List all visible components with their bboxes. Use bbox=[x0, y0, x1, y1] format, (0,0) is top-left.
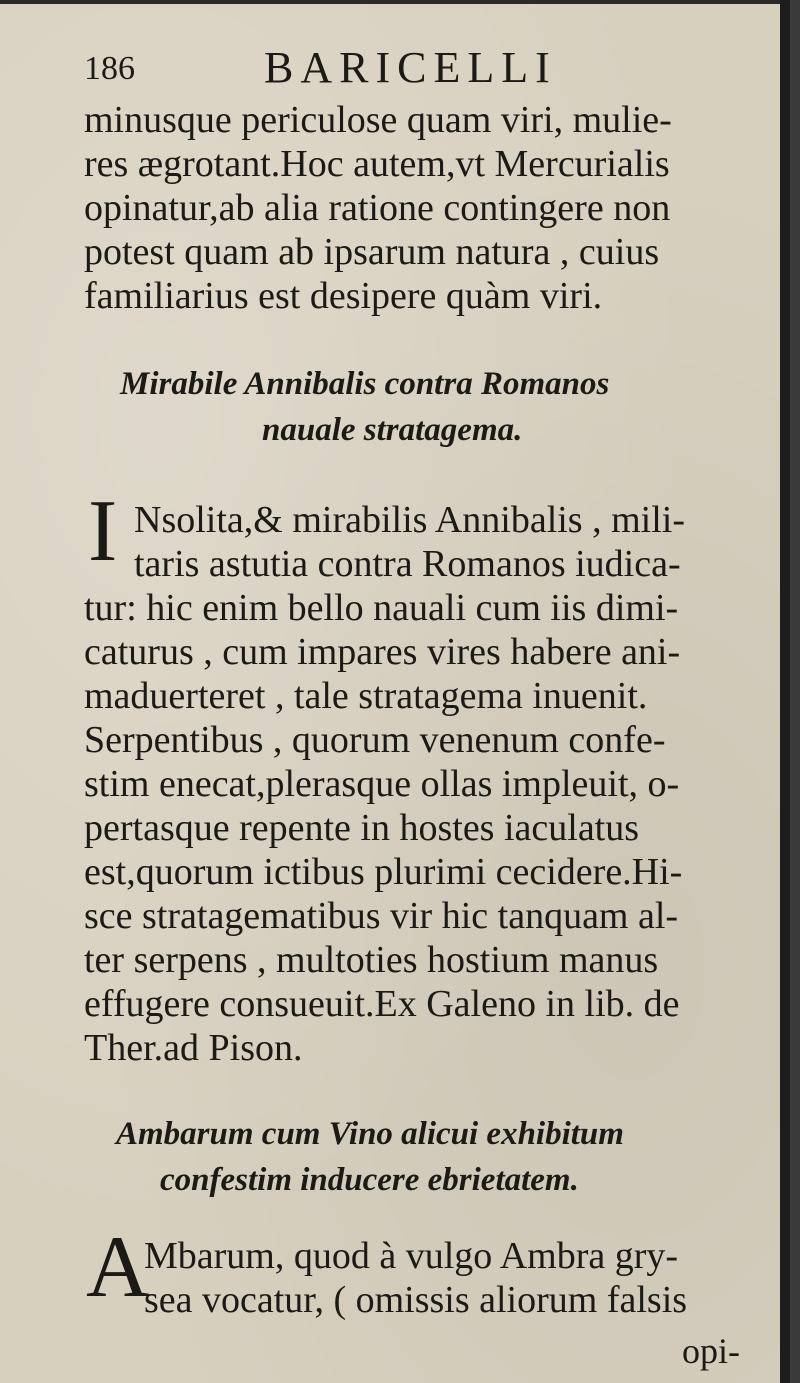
drop-cap: I bbox=[88, 483, 118, 580]
text-line: tur: hic enim bello nauali cum iis dimi- bbox=[84, 587, 679, 629]
running-head: BARICELLI bbox=[264, 43, 557, 92]
heading-line: Ambarum cum Vino alicui exhibitum bbox=[116, 1116, 624, 1152]
text-line: pertasque repente in hostes iaculatus bbox=[84, 807, 640, 849]
text-line: opinatur,ab alia ratione contingere non bbox=[84, 187, 671, 229]
text-line: potest quam ab ipsarum natura , cuius bbox=[84, 231, 660, 273]
heading-line: confestim inducere ebrietatem. bbox=[160, 1162, 579, 1198]
heading-line: nauale stratagema. bbox=[262, 412, 523, 448]
text-line: ter serpens , multoties hostium manus bbox=[84, 939, 659, 981]
catchword: opi- bbox=[682, 1331, 740, 1371]
text-line: res ægrotant.Hoc autem,vt Mercurialis bbox=[84, 143, 670, 185]
scan-right-edge bbox=[780, 0, 790, 1383]
text-line: stim enecat,plerasque ollas impleuit, o- bbox=[84, 763, 680, 805]
text-line: maduerteret , tale stratagema inuenit. bbox=[84, 675, 648, 717]
scan-top-edge bbox=[0, 0, 790, 4]
text-line: Serpentibus , quorum venenum confe- bbox=[84, 719, 666, 761]
text-line: Nsolita,& mirabilis Annibalis , mili- bbox=[134, 499, 685, 541]
text-line: minusque periculose quam viri, mulie- bbox=[84, 99, 672, 141]
text-line: est,quorum ictibus plurimi cecidere.Hi- bbox=[84, 851, 683, 893]
page-number: 186 bbox=[84, 50, 135, 87]
text-line: caturus , cum impares vires habere ani- bbox=[84, 631, 681, 673]
text-line: effugere consueuit.Ex Galeno in lib. de bbox=[84, 983, 680, 1025]
page-header bbox=[84, 42, 624, 102]
text-line: taris astutia contra Romanos iudica- bbox=[134, 543, 681, 585]
text-line: sce stratagematibus vir hic tanquam al- bbox=[84, 895, 679, 937]
text-line: Mbarum, quod à vulgo Ambra gry- bbox=[144, 1235, 679, 1277]
drop-cap: A bbox=[86, 1219, 150, 1316]
heading-line: Mirabile Annibalis contra Romanos bbox=[120, 366, 610, 402]
text-line: sea vocatur, ( omissis aliorum falsis bbox=[144, 1279, 688, 1321]
text-line: familiarius est desipere quàm viri. bbox=[84, 275, 603, 317]
text-line: Ther.ad Pison. bbox=[84, 1027, 303, 1069]
